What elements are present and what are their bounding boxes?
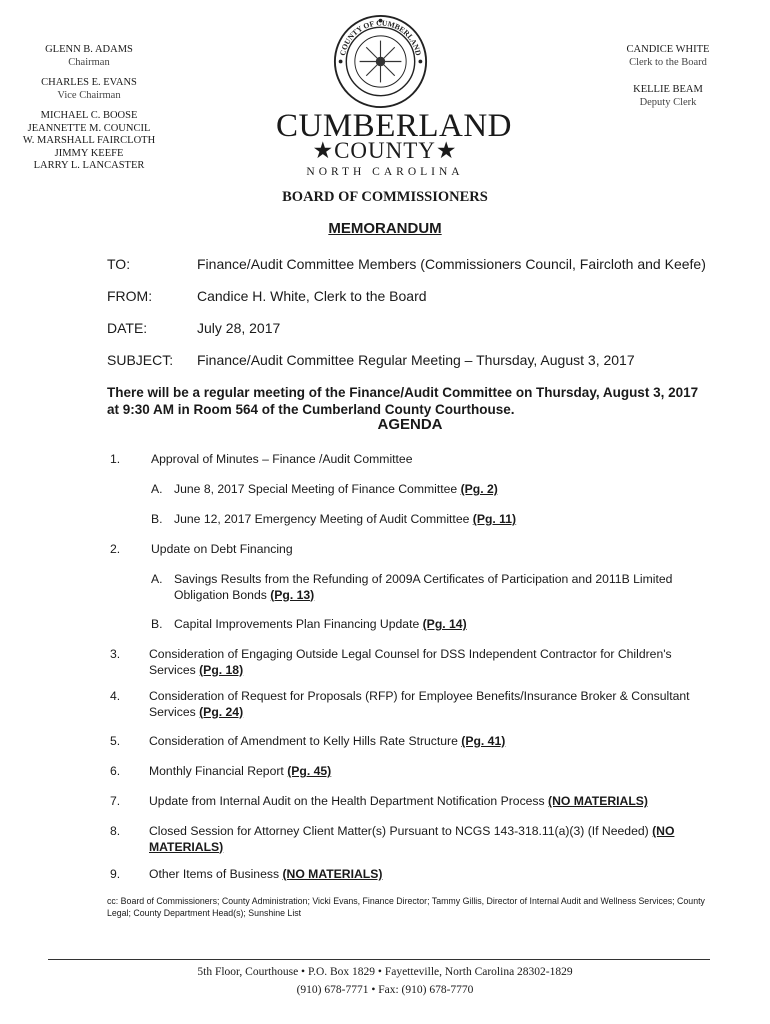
- agenda-title: AGENDA: [377, 416, 443, 433]
- page-ref-link[interactable]: (Pg. 2): [460, 482, 498, 496]
- board-title: BOARD OF COMMISSIONERS: [282, 189, 488, 205]
- page-ref-link[interactable]: (Pg. 24): [199, 704, 244, 719]
- item-number: 4.: [110, 689, 121, 703]
- from-value: Candice H. White, Clerk to the Board: [197, 288, 427, 304]
- item-text: June 8, 2017 Special Meeting of Finance Committee: [174, 482, 461, 496]
- clerk-name: CANDICE WHITE: [626, 44, 710, 55]
- item-number: 6.: [110, 764, 121, 778]
- agenda-subitem: [174, 617, 704, 633]
- agenda-item: [149, 794, 719, 810]
- agenda-subitem: [174, 512, 704, 528]
- vice-chairman-name: CHARLES E. EVANS: [41, 77, 137, 88]
- page-ref-link[interactable]: (Pg. 45): [287, 764, 332, 778]
- item-text: Closed Session for Attorney Client Matter(s) Pursuant to NCGS 143-318.11(a)(3) (If Needed): [149, 824, 653, 838]
- agenda-item: [149, 689, 709, 720]
- clerk-role: Clerk to the Board: [629, 56, 707, 68]
- subitem-letter: B.: [151, 512, 163, 526]
- cc-list: cc: Board of Commissioners; County Administration; Vicki Evans, Finance Director; Tammy Gillis, Director of Internal Audit and Wellness Services; County Legal; County Department Head(s); Sunshine List: [107, 896, 705, 918]
- item-number: 8.: [110, 824, 121, 838]
- agenda-item: [149, 824, 699, 855]
- page-ref-link[interactable]: (Pg. 13): [270, 587, 315, 602]
- item-text: June 12, 2017 Emergency Meeting of Audit Committee: [174, 512, 473, 526]
- agenda-item: [151, 542, 711, 558]
- agenda-item: [151, 452, 711, 468]
- agenda-item: [149, 734, 709, 750]
- item-text: Approval of Minutes – Finance /Audit Committee: [151, 452, 413, 466]
- from-label: FROM:: [107, 288, 153, 304]
- to-value: Finance/Audit Committee Members (Commissioners Council, Faircloth and Keefe): [197, 256, 706, 272]
- meeting-intro: There will be a regular meeting of the Finance/Audit Committee on Thursday, August 3, 2017 at 9:30 AM in Room 564 of the Cumberland County Courthouse.: [107, 385, 699, 417]
- footer-divider: [48, 959, 710, 960]
- item-text: Update from Internal Audit on the Health Department Notification Process: [149, 794, 549, 808]
- commissioners-list: [0, 44, 178, 181]
- agenda-subitem: [174, 482, 704, 498]
- item-text: Savings Results from the Refunding of 2009A Certificates of Participation and 2011B Limited Obligation Bonds: [174, 572, 673, 602]
- to-label: TO:: [107, 256, 131, 272]
- subitem-letter: B.: [151, 617, 163, 631]
- seal-text: COUNTY OF CUMBERLAND: [337, 18, 424, 57]
- chairman-role: Chairman: [68, 56, 110, 68]
- item-number: 1.: [110, 452, 121, 466]
- clerks-list: [588, 44, 748, 124]
- item-text: Monthly Financial Report: [149, 764, 288, 778]
- date-label: DATE:: [107, 320, 148, 336]
- no-materials-note: (NO MATERIALS): [548, 794, 648, 808]
- date-value: July 28, 2017: [197, 320, 281, 336]
- item-number: 9.: [110, 867, 121, 881]
- page-ref-link[interactable]: (Pg. 11): [472, 512, 517, 526]
- county-seal-logo: [333, 14, 428, 109]
- item-text: Consideration of Request for Proposals (RFP) for Employee Benefits/Insurance Broker & Consultant Services: [149, 689, 690, 719]
- agenda-subitem: [174, 572, 704, 603]
- vice-chairman-role: Vice Chairman: [57, 89, 121, 101]
- agenda-item: [149, 764, 709, 780]
- item-text: Consideration of Engaging Outside Legal Counsel for DSS Independent Contractor for Children's Services: [149, 647, 672, 677]
- item-number: 5.: [110, 734, 121, 748]
- item-text: Update on Debt Financing: [151, 542, 293, 556]
- other-commissioners: MICHAEL C. BOOSE JEANNETTE M. COUNCIL W. MARSHALL FAIRCLOTH JIMMY KEEFE LARRY L. LANCASTER: [22, 110, 156, 171]
- item-number: 2.: [110, 542, 121, 556]
- item-number: 3.: [110, 647, 121, 661]
- footer-address: 5th Floor, Courthouse • P.O. Box 1829 • Fayetteville, North Carolina 28302-1829: [197, 966, 573, 978]
- deputy-clerk-name: KELLIE BEAM: [633, 84, 703, 95]
- subject-value: Finance/Audit Committee Regular Meeting – Thursday, August 3, 2017: [197, 352, 635, 368]
- state-name: NORTH CAROLINA: [306, 166, 464, 178]
- item-number: 7.: [110, 794, 121, 808]
- county-name-line2: ★COUNTY★: [312, 138, 458, 163]
- subject-label: SUBJECT:: [107, 352, 174, 368]
- no-materials-note: (NO MATERIALS): [149, 824, 675, 854]
- chairman-name: GLENN B. ADAMS: [45, 44, 133, 55]
- page-ref-link[interactable]: (Pg. 41): [461, 734, 506, 748]
- item-text: Consideration of Amendment to Kelly Hills Rate Structure: [149, 734, 462, 748]
- item-text: Other Items of Business: [149, 867, 283, 881]
- agenda-item: [149, 647, 694, 678]
- subitem-letter: A.: [151, 572, 163, 586]
- item-text: Capital Improvements Plan Financing Update: [174, 617, 423, 631]
- deputy-clerk-role: Deputy Clerk: [639, 96, 697, 108]
- footer-phone: (910) 678-7771 • Fax: (910) 678-7770: [296, 984, 474, 996]
- subitem-letter: A.: [151, 482, 163, 496]
- no-materials-note: (NO MATERIALS): [282, 867, 383, 881]
- agenda-item: [149, 867, 709, 883]
- page-ref-link[interactable]: (Pg. 14): [422, 617, 467, 631]
- page-ref-link[interactable]: (Pg. 18): [199, 662, 244, 677]
- county-name-line1: CUMBERLAND: [276, 108, 513, 144]
- memo-title: MEMORANDUM: [328, 220, 442, 237]
